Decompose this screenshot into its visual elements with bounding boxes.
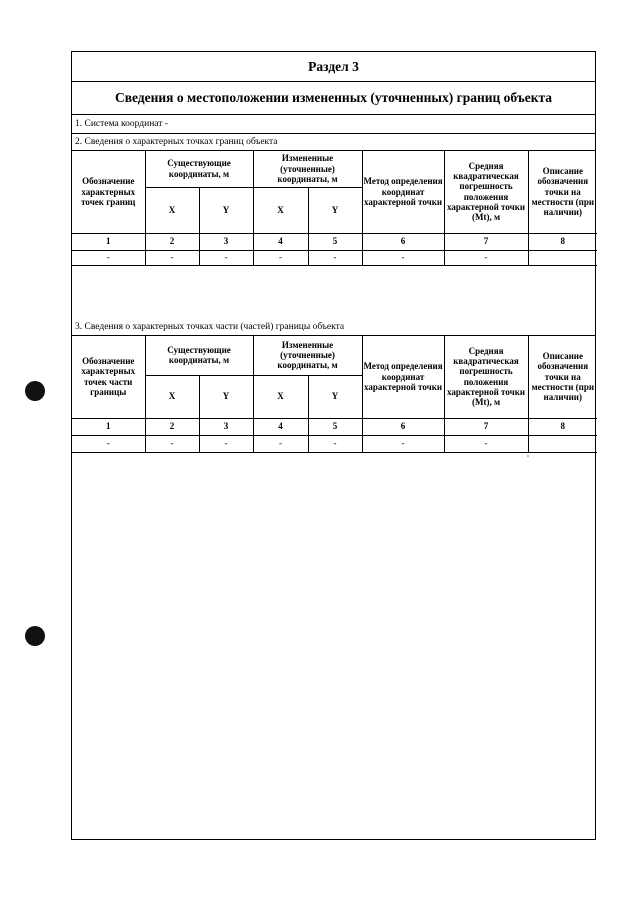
col-number: 6 <box>362 233 444 250</box>
header-existing-coords: Существующие координаты, м <box>145 151 253 187</box>
header-y-existing: Y <box>199 375 253 418</box>
document-frame <box>71 51 596 840</box>
header-description: Описание обозначения точки на местности (при наличии) <box>528 151 597 233</box>
col-number: 3 <box>199 233 253 250</box>
table-row-numbers <box>72 233 597 250</box>
cell-value: - <box>362 435 444 452</box>
cell-value: - <box>199 435 253 452</box>
part-boundary-points-table <box>72 336 597 453</box>
main-title: Сведения о местоположении измененных (уточненных) границ объекта <box>72 82 595 115</box>
col-number: 8 <box>528 418 597 435</box>
section-title: Раздел 3 <box>72 52 595 82</box>
cell-value <box>528 435 597 452</box>
col-number: 1 <box>72 418 145 435</box>
cell-value: - <box>145 435 199 452</box>
header-method: Метод определения координат характерной точки <box>362 151 444 233</box>
header-changed-coords: Измененные (уточненные) координаты, м <box>253 151 362 187</box>
col-number: 7 <box>444 418 528 435</box>
header-x-changed: X <box>253 375 308 418</box>
header-changed-coords: Измененные (уточненные) координаты, м <box>253 336 362 375</box>
col-number: 4 <box>253 418 308 435</box>
header-y-existing: Y <box>199 187 253 233</box>
coordinate-system-line: 1. Система координат - <box>72 115 595 134</box>
header-designation: Обозначение характерных точек части границы <box>72 336 145 418</box>
cell-value: - <box>308 250 362 265</box>
boundary-points-heading: 2. Сведения о характерных точках границ объекта <box>72 134 595 151</box>
header-existing-coords: Существующие координаты, м <box>145 336 253 375</box>
col-number: 6 <box>362 418 444 435</box>
col-number: 5 <box>308 233 362 250</box>
cell-value: - <box>444 250 528 265</box>
header-y-changed: Y <box>308 375 362 418</box>
header-x-existing: X <box>145 375 199 418</box>
cell-value: - <box>72 435 145 452</box>
header-description: Описание обозначения точки на местности (при наличии) <box>528 336 597 418</box>
table-row-numbers <box>72 418 597 435</box>
cell-value: - <box>199 250 253 265</box>
cell-value: - <box>253 435 308 452</box>
cell-value: - <box>253 250 308 265</box>
col-number: 4 <box>253 233 308 250</box>
boundary-points-table <box>72 151 597 266</box>
header-method: Метод определения координат характерной точки <box>362 336 444 418</box>
col-number: 3 <box>199 418 253 435</box>
cell-value: - <box>145 250 199 265</box>
cell-value: - <box>72 250 145 265</box>
header-designation: Обозначение характерных точек границ <box>72 151 145 233</box>
header-error: Средняя квадратическая погрешность положения характерной точки (Mt), м <box>444 151 528 233</box>
cell-value: - <box>362 250 444 265</box>
punch-hole-bottom <box>25 626 45 646</box>
col-number: 7 <box>444 233 528 250</box>
part-boundary-heading: 3. Сведения о характерных точках части (частей) границы объекта <box>72 318 595 336</box>
header-x-existing: X <box>145 187 199 233</box>
header-y-changed: Y <box>308 187 362 233</box>
col-number: 2 <box>145 233 199 250</box>
col-number: 5 <box>308 418 362 435</box>
cell-value <box>528 250 597 265</box>
table-row-values <box>72 250 597 265</box>
cell-value: - <box>444 435 528 452</box>
header-error: Средняя квадратическая погрешность положения характерной точки (Mt), м <box>444 336 528 418</box>
col-number: 8 <box>528 233 597 250</box>
table-row-values <box>72 435 597 452</box>
col-number: 2 <box>145 418 199 435</box>
punch-hole-top <box>25 381 45 401</box>
header-x-changed: X <box>253 187 308 233</box>
col-number: 1 <box>72 233 145 250</box>
cell-value: - <box>308 435 362 452</box>
